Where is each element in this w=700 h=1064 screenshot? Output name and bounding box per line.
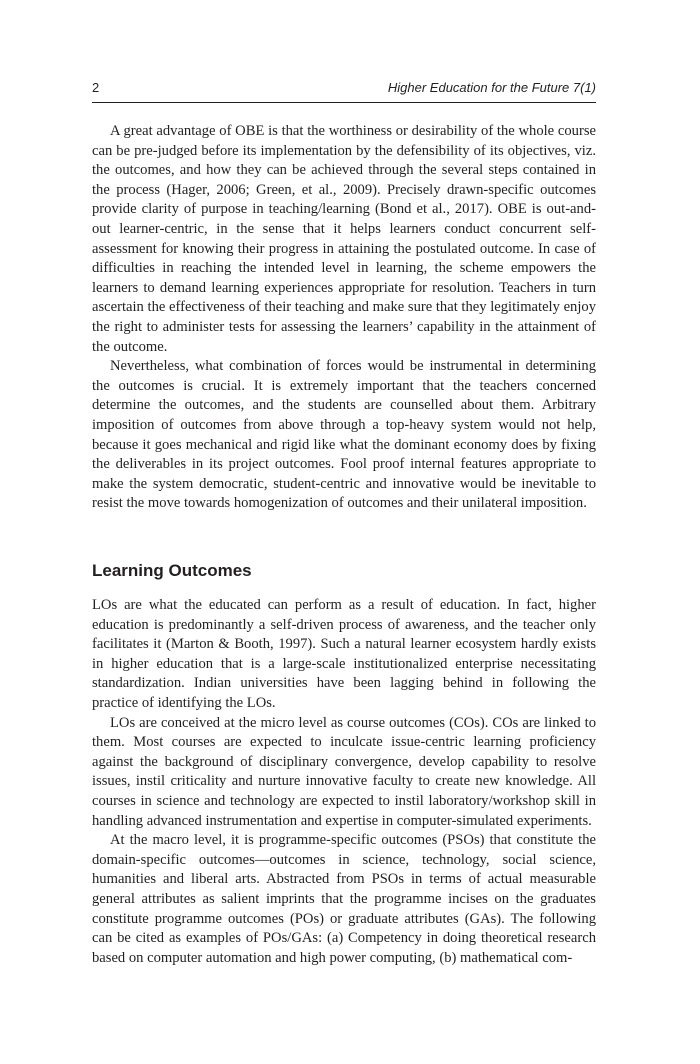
section-heading: Learning Outcomes: [92, 561, 252, 580]
intro-paragraph-2: Nevertheless, what combination of forces would be instrumental in determining the outcomes is crucial. It is extremely important that the teachers concerned determine the outcomes, and the students are counselled about them. Arbitrary imposition of outcomes from above through a top-heavy system would not help, because it goes mechanical and rigid like what the dominant economy does by fixing the deliverables in its project outcomes. Fool proof internal features appropriate to make the system democratic, student-centric and innovative would be inevitable to resist the move towards homogenization of outcomes and their unilateral imposition.: [92, 358, 596, 512]
lo-paragraph-2: LOs are conceived at the micro level as course outcomes (COs). COs are linked to them. Most courses are expected to inculcate issue-centric learning proficiency against the background of disciplinary convergence, develop capability to resolve issues, instil criticality and nurture innovative faculty to create new knowledge. All courses in science and technology are expected to instil laboratory/workshop skill in handling advanced instrumentation and expertise in computer-simulated experiments.: [92, 714, 596, 829]
journal-title: Higher Education for the Future 7(1): [387, 80, 596, 95]
header-rule: [92, 102, 596, 103]
running-head: [92, 80, 596, 100]
page-number: 2: [92, 80, 100, 95]
lo-paragraph-3: At the macro level, it is programme-specific outcomes (PSOs) that constitute the domain-specific outcomes—outcomes in science, technology, social science, humanities and liberal arts. Abstracted from PSOs in terms of actual measurable general attributes as salient imprints that the programme incises on the graduates constitute programme outcomes (POs) or graduate attributes (GAs). The following can be cited as examples of POs/GAs: (a) Competency in doing theoretical research based on computer automation and high power computing, (b) mathematical com-: [92, 832, 596, 966]
intro-paragraph-1: A great advantage of OBE is that the worthiness or desirability of the whole course can be pre-judged before its implementation by the defensibility of its objectives, viz. the outcomes, and how they can be achieved through the several steps contained in the process (Hager, 2006; Green, et al., 2009). Precisely drawn-specific outcomes provide clarity of purpose in teaching/learning (Bond et al., 2017). OBE is out-and-out learner-centric, in the sense that it helps learners conduct concurrent self-assessment for knowing their progress in attaining the postulated outcome. In case of difficulties in reaching the intended level in learning, the scheme empowers the learners to demand learning experiences appropriate for resolution. Teachers in turn ascertain the effectiveness of their teaching and make sure that they legitimately enjoy the right to administer tests for assessing the learners’ capability in the attainment of the outcome.: [92, 123, 596, 355]
learning-outcomes-section: [92, 596, 596, 968]
lo-paragraph-1: LOs are what the educated can perform as a result of education. In fact, higher education is predominantly a self-driven process of awareness, and the teacher only facilitates it (Marton & Booth, 1997). Such a natural learner ecosystem hardly exists in higher education that is a large-scale institutionalized enterprise necessitating standardization. Indian universities have been lagging behind in following the practice of identifying the LOs.: [92, 597, 596, 711]
intro-section: [92, 122, 596, 514]
